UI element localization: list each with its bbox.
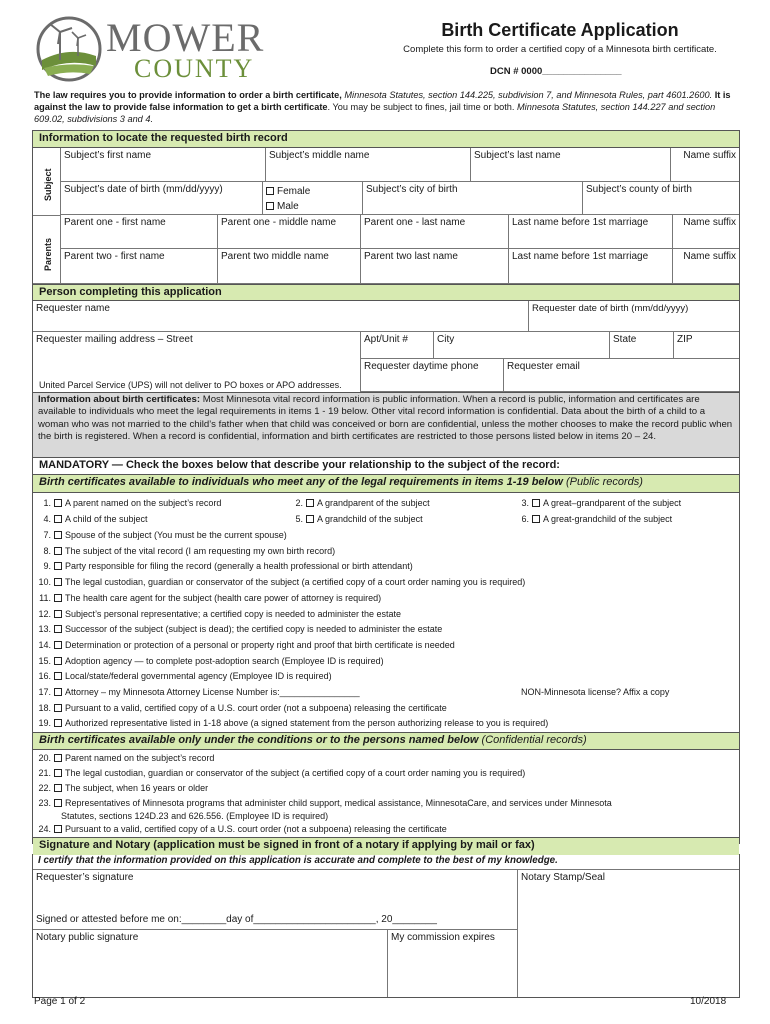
female-checkbox[interactable] [266, 187, 274, 195]
requester-zip-field[interactable]: ZIP [674, 332, 739, 359]
item-number: 21. [38, 768, 51, 778]
item-number: 19. [38, 718, 51, 729]
item-label: A grandparent of the subject [317, 498, 430, 508]
eligibility-checkbox[interactable] [306, 499, 314, 507]
female-label: Female [277, 186, 311, 197]
requester-state-field[interactable]: State [610, 332, 674, 359]
form-date: 10/2018 [690, 996, 727, 1007]
public-item[interactable] [33, 514, 148, 525]
page-subtitle: Complete this form to order a certified copy of a Minnesota birth certificate. [403, 44, 717, 55]
item-label: Party responsible for filing the record (generally a health professional or birth attendant) [65, 561, 413, 572]
eligibility-checkbox[interactable] [54, 704, 62, 712]
parent-one-middle-name-field[interactable]: Parent one - middle name [218, 215, 361, 249]
subject-name-suffix-field[interactable]: Name suffix [671, 148, 739, 182]
item-number: 8. [43, 545, 51, 556]
item-label: The legal custodian, guardian or conservator of the subject (a certified copy of a court order naming you is required) [65, 768, 526, 778]
public-item[interactable] [33, 593, 381, 604]
county-logo [36, 14, 286, 86]
confidential-tag: (Confidential records) [481, 734, 587, 746]
male-checkbox[interactable] [266, 202, 274, 210]
public-item[interactable] [33, 703, 447, 714]
notary-stamp-area: Notary Stamp/Seal [521, 872, 605, 883]
info-text: Most Minnesota vital record information is public information. When a record is public, information and certificates are available to individuals who meet the legal requirements in items 1 - 19 below. Other vital record information is confidential. Data about the birth of a child to a woman who was not married to the child’s father when that child was conceived or born are confidential, unless the mother chooses to make the record public when the birth is registered. When a record is confidential, information and birth certificates are restricted to those persons listed below in items 20 – 24. [38, 394, 733, 443]
mandatory-heading: MANDATORY — Check the boxes below that describe your relationship to the subject of the record: [33, 458, 739, 475]
info-heading: Information about birth certificates: [38, 394, 201, 405]
item-label: The legal custodian, guardian or conservator of the subject (a certified copy of a court order naming you is required) [65, 577, 526, 588]
public-item[interactable] [33, 609, 401, 620]
item-label: A great-grandchild of the subject [543, 514, 673, 524]
subject-dob-field[interactable]: Subject’s date of birth (mm/dd/yyyy) [61, 182, 263, 215]
item-label: The subject of the vital record (I am requesting my own birth record) [65, 545, 336, 556]
law-bold-1: The law requires you to provide information to order a birth certificate, [34, 90, 342, 100]
item-label: The health care agent for the subject (health care power of attorney is required) [65, 592, 382, 603]
logo-text-county: COUNTY [134, 54, 255, 83]
item-label: Representatives of Minnesota programs that administer child support, medical assistance, MinnesotaCare, and services under Minnesota [65, 798, 612, 808]
item-label: A grandchild of the subject [317, 514, 423, 524]
law-notice [34, 89, 744, 125]
confidential-heading-text: Birth certificates available only under the conditions or to the persons named below [39, 734, 479, 746]
female-option[interactable] [266, 184, 359, 199]
parent-two-last-name-field[interactable]: Parent two last name [361, 249, 509, 284]
item-label: Pursuant to a valid, certified copy of a U.S. court order (not a subpoena) releasing the certificate [65, 824, 447, 834]
parent-two-maiden-name-field[interactable]: Last name before 1st marriage [509, 249, 673, 284]
parent-one-first-name-field[interactable]: Parent one - first name [61, 215, 218, 249]
item-number: 24. [38, 824, 51, 834]
public-item[interactable] [285, 498, 430, 509]
item-number: 12. [38, 608, 51, 619]
signature-block [32, 854, 740, 998]
eligibility-checkbox[interactable] [54, 641, 62, 649]
confidential-item[interactable] [33, 798, 612, 809]
requester-city-field[interactable]: City [434, 332, 610, 359]
public-item[interactable] [33, 640, 455, 651]
eligibility-checkbox[interactable] [54, 657, 62, 665]
item-label: Spouse of the subject (You must be the current spouse) [65, 530, 287, 540]
public-item[interactable] [33, 561, 413, 572]
subject-middle-name-field[interactable]: Subject’s middle name [266, 148, 471, 182]
signature-heading: Signature and Notary (application must be signed in front of a notary if applying by mail or fax) [33, 837, 739, 855]
birth-certificate-info [33, 392, 739, 458]
male-option[interactable] [266, 199, 359, 214]
eligibility-checkbox[interactable] [54, 688, 62, 696]
eligibility-checkbox[interactable] [54, 578, 62, 586]
side-label-column [33, 148, 61, 284]
section-locate-heading: Information to locate the requested birth record [33, 131, 739, 148]
eligibility-checkbox[interactable] [54, 769, 62, 777]
item-number: 14. [38, 639, 51, 650]
item-label: Successor of the subject (subject is dead); the certified copy is needed to administer the estate [65, 624, 443, 635]
wind-turbine-logo-icon [36, 16, 102, 82]
eligibility-checkbox[interactable] [54, 531, 62, 539]
public-records-heading [33, 475, 739, 493]
eligibility-checkbox[interactable] [54, 547, 62, 555]
item-number: 20. [38, 753, 51, 763]
item-label: Attorney – my Minnesota Attorney License Number is:________________ [65, 687, 360, 697]
certify-statement: I certify that the information provided on this application is accurate and complete to the best of my knowledge. [33, 854, 739, 870]
public-heading-text: Birth certificates available to individuals who meet any of the legal requirements in items 1-19 below [39, 476, 563, 488]
eligibility-checkbox[interactable] [54, 515, 62, 523]
item-number: 5. [295, 514, 303, 524]
attested-date-line[interactable]: Signed or attested before me on:________day of______________________, 20________ [33, 908, 518, 930]
eligibility-checkbox[interactable] [54, 799, 62, 807]
item-label: Pursuant to a valid, certified copy of a U.S. court order (not a subpoena) releasing the certificate [65, 702, 447, 713]
item-number: 23. [38, 798, 51, 808]
item-number: 11. [39, 592, 51, 603]
eligibility-checkbox[interactable] [54, 594, 62, 602]
confidential-item[interactable] [33, 783, 208, 794]
notary-signature-field[interactable]: Notary public signature [33, 930, 388, 997]
law-italic-2: Minnesota Statutes, section 144.227 and section 609.02, subdivisions 3 and 4. [34, 102, 716, 124]
item-number: 17. [38, 687, 51, 697]
eligibility-checkbox[interactable] [54, 562, 62, 570]
dcn-number: DCN # 0000_______________ [490, 66, 622, 77]
subject-county-of-birth-field[interactable]: Subject’s county of birth [583, 182, 739, 215]
item-number: 6. [521, 514, 529, 524]
confidential-item[interactable] [33, 824, 447, 835]
parent-one-suffix-field[interactable]: Name suffix [673, 215, 739, 249]
item-number: 1. [43, 498, 51, 508]
requester-phone-field[interactable]: Requester daytime phone [361, 359, 504, 392]
confidential-item[interactable] [33, 768, 525, 779]
public-item[interactable] [33, 498, 221, 509]
parent-two-first-name-field[interactable]: Parent two - first name [61, 249, 218, 284]
eligibility-checkbox[interactable] [54, 719, 62, 727]
item-label: A parent named on the subject’s record [65, 498, 222, 508]
item-label: Determination or protection of a personal or property right and proof that birth certificate is needed [65, 639, 455, 650]
eligibility-checkbox[interactable] [54, 499, 62, 507]
item-number: 18. [38, 702, 51, 713]
requester-street-field[interactable]: Requester mailing address – Street [33, 332, 361, 392]
page-number: Page 1 of 2 [34, 996, 86, 1007]
commission-expires-field[interactable]: My commission expires [388, 930, 518, 997]
subject-last-name-field[interactable]: Subject’s last name [471, 148, 671, 182]
item-number: 10. [38, 577, 51, 588]
item-label: Local/state/federal governmental agency (Employee ID is required) [65, 671, 332, 682]
public-item[interactable] [33, 656, 384, 667]
item-number: 7. [43, 530, 51, 540]
item-number: 3. [521, 498, 529, 508]
side-label-divider [33, 215, 61, 216]
public-item[interactable] [33, 577, 525, 588]
ups-note: United Parcel Service (UPS) will not deliver to PO boxes or APO addresses. [39, 380, 342, 390]
section-requester-heading: Person completing this application [33, 284, 739, 301]
confidential-records-heading [33, 732, 739, 750]
page-title: Birth Certificate Application [441, 20, 679, 40]
public-item[interactable] [33, 624, 442, 635]
eligibility-checkbox[interactable] [306, 515, 314, 523]
law-rest: . You may be subject to fines, jail time or both. [327, 102, 515, 112]
item-label: Subject’s personal representative; a certified copy is needed to administer the estate [65, 608, 402, 619]
eligibility-checkbox[interactable] [54, 625, 62, 633]
requester-email-field[interactable]: Requester email [504, 359, 739, 392]
public-item[interactable] [33, 671, 332, 682]
item-number: 4. [43, 514, 51, 524]
logo-text-mower: MOWER [106, 15, 265, 60]
non-mn-license-note: NON-Minnesota license? Affix a copy [521, 687, 670, 697]
eligibility-checkbox[interactable] [54, 672, 62, 680]
sex-checkbox-group [263, 182, 363, 215]
public-item[interactable] [285, 514, 423, 525]
subject-city-of-birth-field[interactable]: Subject’s city of birth [363, 182, 583, 215]
application-form [32, 130, 740, 851]
public-tag: (Public records) [565, 476, 643, 488]
confidential-item[interactable] [33, 753, 214, 764]
requester-apt-field[interactable]: Apt/Unit # [361, 332, 434, 359]
item-23-continuation: Statutes, sections 124D.23 and 626.556. (Employee ID is required) [61, 811, 329, 821]
eligibility-checkbox[interactable] [54, 610, 62, 618]
public-item[interactable] [33, 530, 287, 541]
requester-dob-field[interactable]: Requester date of birth (mm/dd/yyyy) [529, 301, 739, 332]
parent-two-middle-name-field[interactable]: Parent two middle name [218, 249, 361, 284]
parent-two-suffix-field[interactable]: Name suffix [673, 249, 739, 284]
eligibility-checkbox[interactable] [54, 784, 62, 792]
parents-side-label: Parents [43, 237, 53, 271]
eligibility-checkbox[interactable] [532, 499, 540, 507]
subject-side-label: Subject [43, 168, 53, 201]
eligibility-checkbox[interactable] [532, 515, 540, 523]
item-number: 22. [38, 783, 51, 793]
item-label: The subject, when 16 years or older [65, 783, 209, 793]
public-item[interactable] [511, 498, 681, 509]
item-label: Authorized representative listed in 1-18 above (a signed statement from the person authorizing release to you is required) [65, 718, 549, 729]
item-number: 16. [38, 671, 51, 682]
law-bold-2: It is against the law to provide false information to get a birth certificate [34, 90, 731, 112]
public-item[interactable] [33, 546, 335, 557]
eligibility-checkbox[interactable] [54, 825, 62, 833]
item-label: Adoption agency — to complete post-adoption search (Employee ID is required) [65, 655, 384, 666]
male-label: Male [277, 201, 299, 212]
requester-signature-field[interactable]: Requester’s signature [33, 870, 518, 928]
public-item[interactable] [33, 718, 548, 729]
item-number: 9. [43, 561, 51, 572]
item-label: A child of the subject [65, 514, 148, 524]
item-label: A great–grandparent of the subject [543, 498, 682, 508]
requester-name-field[interactable]: Requester name [33, 301, 529, 332]
parent-one-last-name-field[interactable]: Parent one - last name [361, 215, 509, 249]
item-label: Parent named on the subject’s record [65, 753, 215, 763]
public-item[interactable] [511, 514, 672, 525]
item-number: 2. [295, 498, 303, 508]
eligibility-checkbox[interactable] [54, 754, 62, 762]
subject-first-name-field[interactable]: Subject’s first name [61, 148, 266, 182]
item-number: 15. [38, 655, 51, 666]
law-italic-1: Minnesota Statutes, section 144.225, subdivision 7, and Minnesota Rules, part 4601.2600. [344, 90, 713, 100]
public-item[interactable] [33, 687, 360, 698]
item-number: 13. [38, 624, 51, 635]
parent-one-maiden-name-field[interactable]: Last name before 1st marriage [509, 215, 673, 249]
